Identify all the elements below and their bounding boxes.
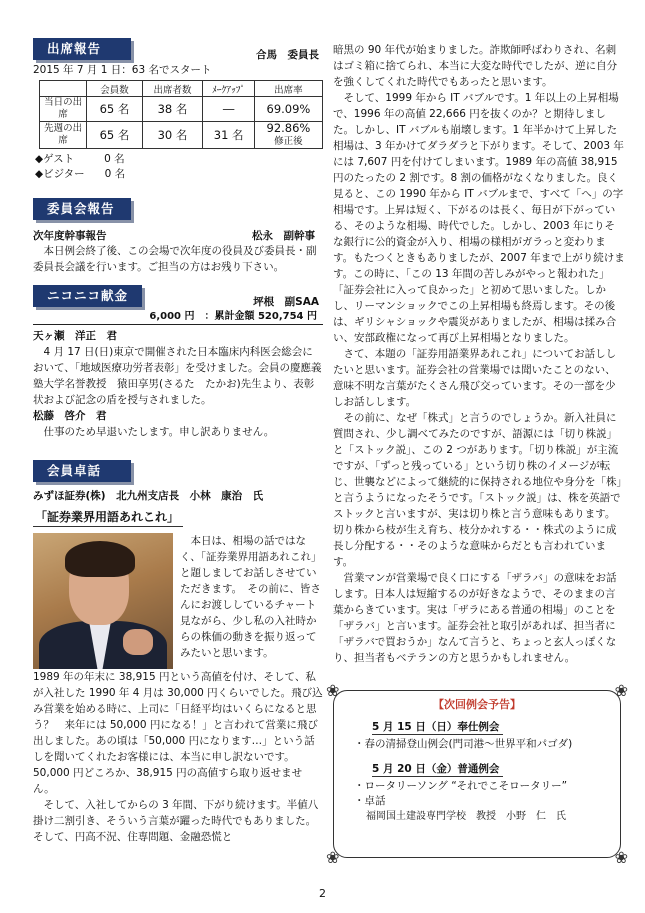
meeting-date: 5 月 20 日（金）普通例会 — [372, 761, 503, 777]
rate-value: 92.86% — [266, 121, 311, 135]
meeting-date: 5 月 15 日（日）奉仕例会 — [372, 719, 503, 735]
committee-reporter: 松永 副幹事 — [252, 230, 315, 242]
visitor-line — [35, 167, 323, 182]
table-cell: 31 名 — [203, 122, 254, 149]
table-cell: 69.09% — [254, 97, 322, 122]
attendance-table — [39, 80, 323, 149]
niko-entry-text: 仕事のため早退いたします。申し訳ありません。 — [43, 426, 275, 438]
speech-body: 暗黒の 90 年代が始まりました。詐欺師呼ばわりされ、名刺はゴミ箱に捨てられ、本当に大変な時代でしたが、逆に自分を強くしてくれた時代でもあったと思います。 — [333, 44, 618, 88]
table-header-cell: 会員数 — [87, 81, 142, 97]
table-header-cell: 出席率 — [254, 81, 322, 97]
committee-text: 本日例会終了後、この会場で次年度の役員及び委員長・副委員長会議を行います。ご担当の方はお残り下さい。 — [33, 245, 317, 273]
speech-body: そして、入社してからの 3 年間、下がり続けます。半値八掛け二割引き、そういう言葉が躍った時代でもありました。そして、円高不況、住専問題、金融恐慌と — [33, 799, 319, 843]
speech-body: その前に、なぜ「株式」と言うのでしょうか。新入社員に質問され、少し調べてみたのですが、語源には「切り株説」と「ストック説」、この 2 つがあります。「切り株説」が主流ですが、「ずっと残っている」という切り株のイメージが転じ、世襲などによって継続的に保持される地位や身分を「株」と言うようになったそうです。「ストック説」は、株を英語でストックと言いますが、実は切り株と言う意味もあります。切り株から枝が生え育ち、枝分かれする・・株式のように成長し分配する・・そのような意味からだとも言われています。 — [333, 412, 622, 568]
meeting-item: ・卓話 — [354, 795, 386, 807]
rate-note: 修正後 — [274, 136, 303, 147]
rose-icon: ❀ — [614, 681, 628, 700]
meeting-item: ・春の清掃登山例会(門司港～世界平和パゴダ) — [354, 738, 573, 750]
rose-icon: ❀ — [326, 681, 340, 700]
table-header-cell: ﾒｰｸｱｯﾌﾟ — [203, 81, 254, 97]
niko-amount: 6,000 円 ：累計金額 520,754 円 — [33, 309, 323, 325]
notice-title: 【次回例会予告】 — [433, 698, 521, 711]
attendance-reporter: 合馬 委員長 — [256, 49, 319, 61]
niko-reporter: 坪根 副SAA — [253, 296, 319, 308]
speaker-line: みずほ証券(株) 北九州支店長 小林 康治 氏 — [33, 490, 264, 502]
speaker-photo — [33, 533, 173, 669]
attendance-section-label: 出席報告 — [33, 38, 131, 60]
beside-photo-text: 本日は、相場の話ではなく、「証券業界用語あれこれ」と題しましてお話しさせていただきます。 その前に、皆さんにお渡ししているチャート見ながら、少し私の入社時からの株価の動きを振り返ってみたいと思います。 — [180, 535, 322, 659]
speech-header — [33, 460, 323, 484]
niko-header — [33, 285, 323, 309]
speech-body: 営業マンが営業場で良く口にする「ザラバ」の意味をお話します。日本人は短縮するのが好きなようで、そのままの言葉からきています。実は「ザラにある普通の相場」のことを「ザラバ」と言います。証券会社と取引があれば、担当者に「ザラバで買おうか」なんて言うと、ちょっと玄人っぽくなり、担当者もベテランの方と思うかもしれません。 — [333, 572, 617, 664]
meeting-item-sub: 福岡国土建設専門学校 教授 小野 仁 氏 — [366, 811, 566, 822]
committee-header — [33, 198, 323, 222]
meeting-item: ・ロータリーソング “それでこそロータリー” — [354, 780, 568, 792]
rose-icon: ❀ — [326, 848, 340, 867]
row-label: 当日の出席 — [40, 97, 87, 122]
niko-entry-text: 4 月 17 日(日)東京で開催された日本臨床内科医会総会において、「地域医療功労者表彰」を受けました。会員の慶應義塾大学名誉教授 猿田享男(さるた たかお)先生より、表彰状および記念の盾を授与されました。 — [33, 346, 322, 406]
row-label: 先週の出席 — [40, 122, 87, 149]
photo-side-text — [173, 533, 323, 669]
photo-block — [33, 533, 323, 669]
niko-entry-name: 天ヶ瀬 洋正 君 — [33, 330, 117, 342]
left-column — [33, 38, 323, 845]
table-row — [40, 122, 323, 149]
right-column — [333, 42, 625, 666]
speech-body: さて、本題の「証券用語業界あれこれ」についてお話ししたいと思います。証券会社の営業場では聞いたことのない、意味不明な言葉がたくさん飛び交っています。その一部を少しお話しします。 — [333, 348, 617, 408]
table-cell: 30 名 — [142, 122, 203, 149]
guest-count: 0 名 — [104, 153, 125, 165]
visitor-label: ◆ビジター — [35, 168, 85, 180]
table-header-row — [40, 81, 323, 97]
committee-section-label: 委員会報告 — [33, 198, 131, 220]
table-cell: 65 名 — [87, 97, 142, 122]
speech-body: 1989 年の年末に 38,915 円という高値を付け、そして、私が入社した 1990 年 4 月は 30,000 円くらいでした。飛び込み営業を始める時に、上司に「日経平均はいくらになると思う？ 来年には 50,000 円になる！」と言われて営業に飛び出しました。あの頃は「50,000 円になります…」という話しを聞いてくれたお客様には、本当に申し訳ないです。50,000 円どころか、38,915 円の高値すら取り返せません。 — [33, 671, 323, 795]
table-cell: 38 名 — [142, 97, 203, 122]
table-header-cell — [40, 81, 87, 97]
niko-entry-name: 松藤 啓介 君 — [33, 410, 107, 422]
committee-sub-title: 次年度幹事報告 — [33, 230, 107, 242]
table-cell: ― — [203, 97, 254, 122]
niko-section-label: ニコニコ献金 — [33, 285, 142, 307]
attendance-start-line: 2015 年 7 月 1 日：63 名でスタート — [33, 64, 212, 76]
table-cell-rate — [254, 122, 322, 149]
table-header-cell: 出席者数 — [142, 81, 203, 97]
guest-label: ◆ゲスト — [35, 153, 75, 165]
guest-line — [35, 152, 323, 167]
table-cell: 65 名 — [87, 122, 142, 149]
speech-title: 「証券業界用語あれこれ」 — [33, 507, 183, 527]
speech-section-label: 会員卓話 — [33, 460, 131, 482]
rose-icon: ❀ — [614, 848, 628, 867]
page-number: 2 — [319, 887, 326, 900]
table-row — [40, 97, 323, 122]
attendance-header — [33, 38, 323, 62]
next-meeting-notice — [326, 681, 628, 867]
speech-body: そして、1999 年から IT バブルです。1 年以上の上昇相場で、1996 年の高値 22,666 円を抜くのか？と期待しました。しかし、IT バブルも崩壊します。1 年半かけて上昇した相場は、3 年かけてダラダラと下がります。そして、2003 年には 7,607 円を付けてしまいます。1989 年の高値 38,915 円のたったの 2 割です。8 割の価格がなくなりました。良く見ると、この 1990 年から IT バブルまで、すべて「へ」の字相場です。上昇は短く、下がるのは長く、毎日が下がっている、そのような相場、時代でした。しかし、2003 年にりそな銀行に公的資金が入り、相場の様相がガラっと変わります。もたつくときもありましたが、2007 年まで上がり続けます。この時に、「この 13 年間の苦しみがやっと報われた」「証券会社に入って良かった」と初めて思いました。しかし、リーマンショックでこの上昇相場も終焉します。その後は、ギリシャショックや震災がありましたが、相場は揉み合い、安部政権になって再び上昇相場となりました。 — [333, 92, 625, 344]
visitor-count: 0 名 — [104, 168, 126, 180]
committee-subheader — [33, 228, 323, 243]
